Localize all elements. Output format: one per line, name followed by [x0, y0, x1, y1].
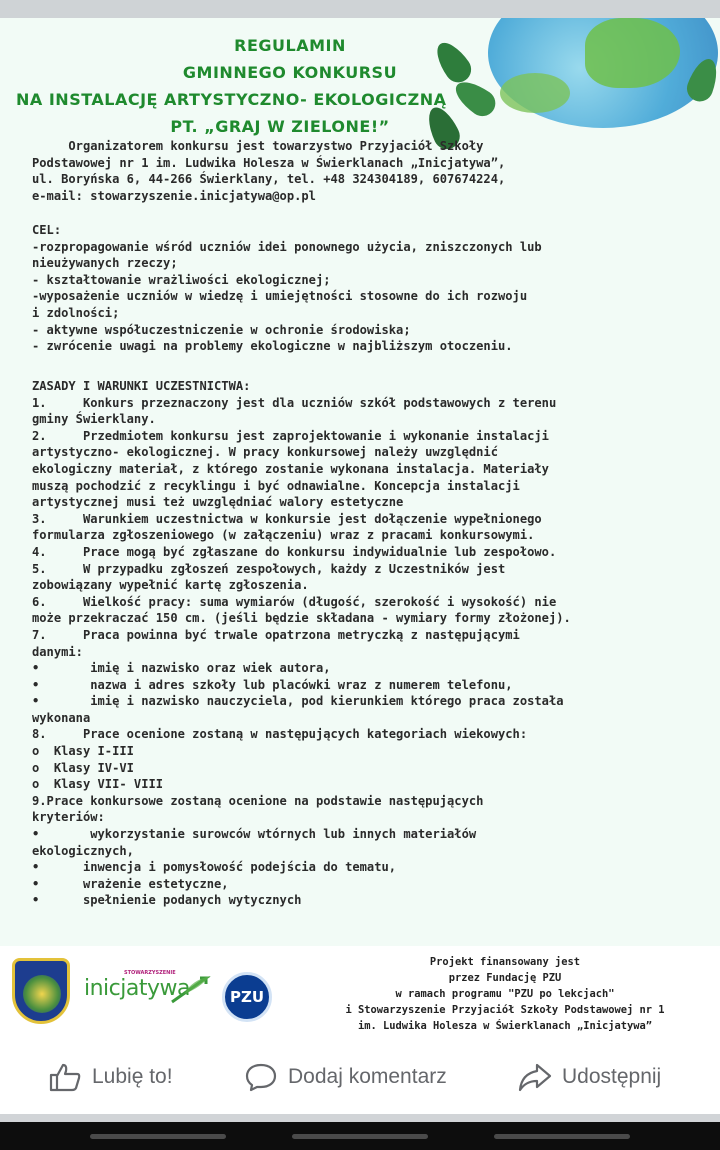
poster-image [0, 18, 720, 1040]
system-navigation-bar [0, 1122, 720, 1150]
sponsor-note: Projekt finansowany jest przez Fundację PZU w ramach programu "PZU po lekcjach" i Stowarzyszenie Przyjaciół Szkoły Podstawowej nr 1 im. Ludwika Holesza w Świerklanach „Inicjatywa” [345, 956, 665, 1032]
nav-back-button[interactable] [494, 1134, 630, 1139]
divider [0, 1114, 720, 1122]
nav-recent-button[interactable] [90, 1134, 226, 1139]
comment-label: Dodaj komentarz [288, 1065, 447, 1088]
like-label: Lubię to! [92, 1065, 173, 1088]
school-crest-logo [12, 958, 70, 1024]
goals-section: CEL: -rozpropagowanie wśród uczniów idei ponownego użycia, zniszczonych lub nieużywanych rzeczy; - kształtowanie wrażliwości ekologicznej; -wyposażenie uczniów w wiedzę i umiejętności stosowne do ich rozwoju i zdolności; - aktywne współuczestniczenie w ochronie środowiska; - zwrócenie uwagi na problemy ekologiczne w najbliższym otoczeniu. [32, 223, 542, 354]
arrow-leaf-icon [170, 972, 214, 1008]
thumbs-up-icon [48, 1062, 82, 1092]
crest-emblem-icon [23, 975, 61, 1013]
post-action-bar [0, 1040, 720, 1114]
pzu-logo: PZU [222, 972, 272, 1022]
nav-home-button[interactable] [292, 1134, 428, 1139]
share-label: Udostępnij [562, 1065, 662, 1088]
share-button[interactable] [518, 1062, 661, 1092]
poster-title-line: NA INSTALACJĘ ARTYSTYCZNO- EKOLOGICZNĄ [16, 90, 447, 109]
inicjatywa-logo-subtitle: STOWARZYSZENIE [124, 970, 176, 976]
share-arrow-icon [518, 1062, 552, 1092]
like-button[interactable] [48, 1062, 173, 1092]
rules-section: ZASADY I WARUNKI UCZESTNICTWA: 1. Konkurs przeznaczony jest dla uczniów szkół podstawowych z terenu gminy Świerklany. 2. Przedmiotem konkursu jest zaprojektowanie i wykonanie instalacji artystyczno- ekologicznej. W pracy konkursowej należy uwzględnić ekologiczny materiał, z którego zostanie wykonana instalacja. Materiały muszą pochodzić z recyklingu i być odnawialne. Koncepcja instalacji artystycznej musi też uwzględniać walory estetyczne 3. Warunkiem uczestnictwa w konkursie jest dołączenie wypełnionego formularza zgłoszeniowego (w załączeniu) wraz z pracami konkursowymi. 4. Prace mogą być zgłaszane do konkursu indywidualnie lub zespołowo. 5. W przypadku zgłoszeń zespołowych, każdy z Uczestników jest zobowiązany wypełnić kartę zgłoszenia. 6. Wielkość pracy: suma wymiarów (długość, szerokość i wysokość) nie może przekraczać 150 cm. (jeśli będzie składana - wymiary formy złożonej). 7. Praca powinna być trwale opatrzona metryczką z następującymi danymi: • imię i nazwisko oraz wiek autora, • nazwa i adres szkoły lub placówki wraz z numerem telefonu, • imię i nazwisko nauczyciela, pod kierunkiem którego praca została wykonana 8. Prace ocenione zostaną w następujących kategoriach wiekowych: o Klasy I-III o Klasy IV-VI o Klasy VII- VIII 9.Prace konkursowe zostaną ocenione na podstawie następujących kryteriów: • wykorzystanie surowców wtórnych lub innych materiałów ekologicznych, • inwencja i pomysłowość podejścia do tematu, • wrażenie estetyczne, • spełnienie podanych wytycznych [32, 379, 571, 908]
comment-button[interactable] [244, 1062, 447, 1092]
poster-title-line: PT. „GRAJ W ZIELONE!” [170, 117, 390, 136]
poster-title-line: GMINNEGO KONKURSU [182, 63, 398, 82]
inicjatywa-logo: inicjatywa [84, 976, 190, 1001]
poster-title-line: REGULAMIN [234, 36, 346, 55]
comment-bubble-icon [244, 1062, 278, 1092]
organizer-paragraph: Organizatorem konkursu jest towarzystwo Przyjaciół Szkoły Podstawowej nr 1 im. Ludwika Holesza w Świerklanach „Inicjatywa”, ul. Boryńska 6, 44-266 Świerklany, tel. +48 324304189, 607674224, e-mail: stowarzyszenie.inicjatywa@op.pl [32, 139, 506, 203]
sponsor-band [0, 946, 720, 1040]
status-strip [0, 0, 720, 18]
